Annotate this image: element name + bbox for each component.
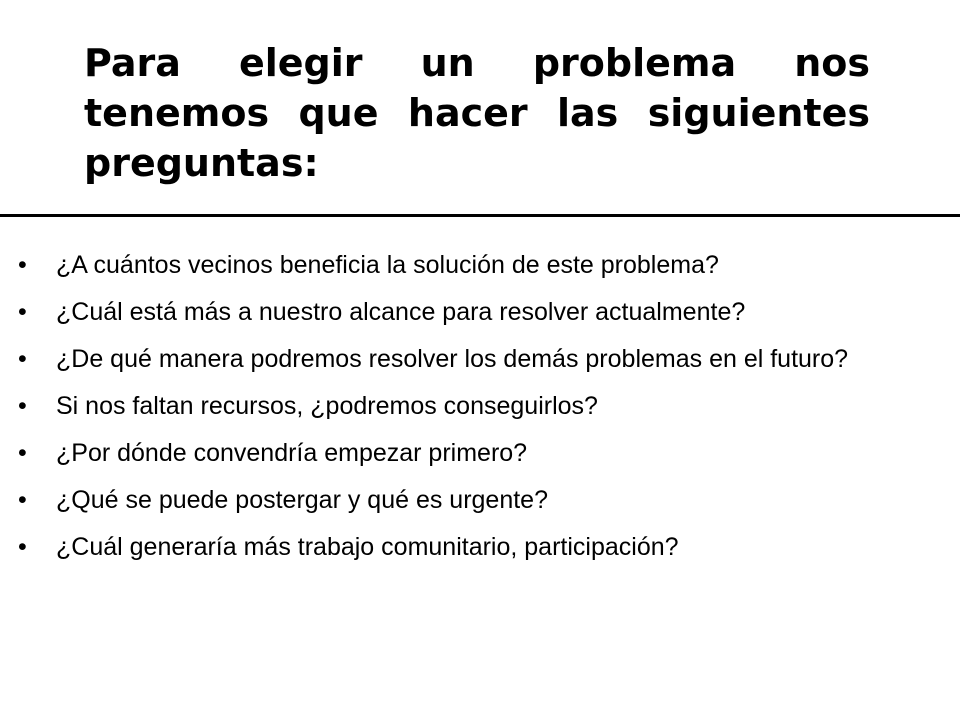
list-item <box>0 342 928 376</box>
bullet-icon: • <box>18 533 27 561</box>
slide-title: Para elegir un problema nos tenemos que hacer las siguientes preguntas: <box>84 41 870 185</box>
list-item <box>0 295 928 329</box>
bullet-icon: • <box>18 251 27 279</box>
list-item <box>0 389 928 423</box>
bullet-icon: • <box>18 392 27 420</box>
bullet-text: ¿Qué se puede postergar y qué es urgente? <box>56 486 548 514</box>
bullet-list <box>0 248 960 577</box>
bullet-text: ¿De qué manera podremos resolver los demás problemas en el futuro? <box>56 345 849 373</box>
bullet-text: ¿Cuál está más a nuestro alcance para resolver actualmente? <box>56 298 746 326</box>
list-item <box>0 248 928 282</box>
list-item <box>0 530 928 564</box>
title-divider <box>0 214 960 217</box>
bullet-icon: • <box>18 298 27 326</box>
bullet-text: Si nos faltan recursos, ¿podremos conseguirlos? <box>56 392 598 420</box>
bullet-icon: • <box>18 345 27 373</box>
list-item <box>0 436 928 470</box>
bullet-text: ¿Cuál generaría más trabajo comunitario, participación? <box>56 533 679 561</box>
bullet-text: ¿Por dónde convendría empezar primero? <box>56 439 528 467</box>
bullet-icon: • <box>18 486 27 514</box>
bullet-icon: • <box>18 439 27 467</box>
bullet-text: ¿A cuántos vecinos beneficia la solución de este problema? <box>56 251 719 279</box>
list-item <box>0 483 928 517</box>
